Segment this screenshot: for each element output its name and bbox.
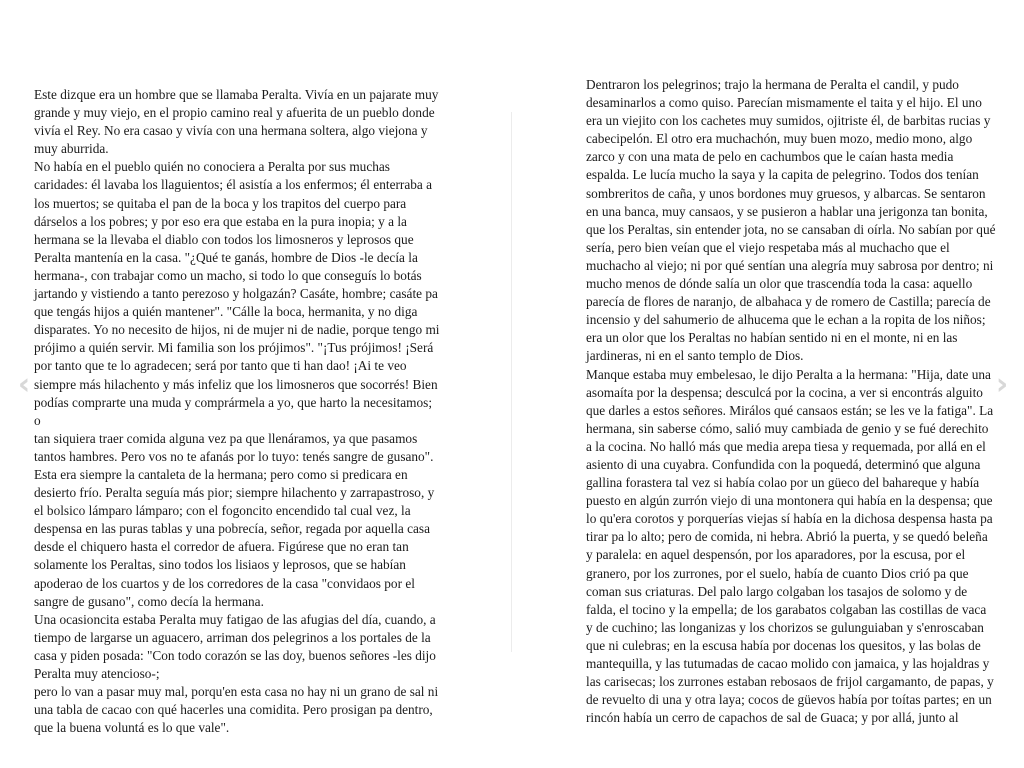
prev-page-button[interactable] [14, 368, 34, 400]
right-page-text: Dentraron los pelegrinos; trajo la hermana de Peralta el candil, y pudo desaminarlos a como quiso. Parecían mismamente el taita y el hijo. El uno era un viejito con los cachetes muy sumidos, ojitriste él, de barbitas rucias y cabecipelón. El otro era muchachón, muy buen mozo, medio mono, algo zarco y con una mata de pelo en cachumbos que le caían hasta media espalda. Le lucía mucho la saya y la capita de pelegrino. Todos dos tenían sombreritos de caña, y unos bordones muy gruesos, y albarcas. Se sentaron en una banca, muy cansaos, y se pusieron a hablar una jerigonza tan bonita, que los Peraltas, sin entender jota, no se cansaban di oírla. No sabían por qué sería, pero bien veían que el viejo respetaba más al muchacho que el muchacho al viejo; ni por qué sentían una alegría muy sabrosa por dentro; ni mucho menos de dónde salía un olor que trascendía toda la casa: aquello parecía de flores de naranjo, de albahaca y de romero de Castilla; parecía de incensio y del sahumerio de alhucema que le echan a la ropita de los niños; era un olor que los Peraltas no habían sentido ni en el monte, ni en las jardineras, ni en el santo templo de Dios. Manque estaba muy embelesao, le dijo Peralta a la hermana: "Hija, date una asomaíta por la despensa; desculcá por la cocina, a ver si encontrás alguito que darles a estos señores. Mirálos qué cansaos están; se les ve la fatiga". La hermana, sin saberse cómo, salió muy cambiada de genio y se fué derechito a la cocina. No halló más que media arepa tiesa y requemada, por allá en el asiento di una cuyabra. Confundida con la poquedá, determinó que alguna gallina forastera tal vez si había colao por un güeco del bahareque y había puesto en algún zurrón viejo di una montonera qui había en la despensa; que lo qu'era corotos y porquerías viejas sí había en la dichosa despensa hasta pa tirar pa lo alto; pero de comida, ni hebra. Abrió la puerta, y se quedó beleña y paralela: en aquel despensón, por los aparadores, por la escusa, por el granero, por los zurrones, por el suelo, había de cuanto Dios crió pa que coman sus criaturas. Del palo largo colgaban los tasajos de solomo y de falda, el tocino y la empella; de los garabatos colgaban las costillas de vaca y de cuchino; las longanizas y los chorizos se gulunguiaban y s'enroscaban que ni culebras; en la escusa había por docenas los quesitos, y las bolas de mantequilla, y las tutumadas de cacao molido con jamaica, y las hojaldras y las carisecas; los zurrones estaban rebosaos de frijol cargamanto, de papas, y de revuelto di una y otra laya; cocos de güevos había por toítas partes; en un rincón había un cerro de capachos de sal de Guaca; y por allá, junto al [586, 77, 996, 726]
right-page [512, 0, 1024, 768]
left-page-text: Este dizque era un hombre que se llamaba Peralta. Vivía en un pajarate muy grande y muy viejo, en el propio camino real y afuerita de un pueblo donde vivía el Rey. No era casao y vivía con una hermana soltera, algo viejona y muy aburrida. No había en el pueblo quién no conociera a Peralta por sus muchas caridades: él lavaba los llaguientos; él asistía a los enfermos; él enterraba a los muertos; se quitaba el pan de la boca y los trapitos del cuerpo para dárselos a los pobres; y por eso era que estaba en la pura inopia; y a la hermana se la llevaba el diablo con todos los limosneros y leprosos que Peralta mantenía en la casa. "¿Qué te ganás, hombre de Dios -le decía la hermana-, con trabajar como un macho, si todo lo que conseguís lo botás jartando y vistiendo a tanto perezoso y holgazán? Casáte, hombre; casáte pa que tengás hijos a quién mantener". "Cálle la boca, hermanita, y no diga disparates. Yo no necesito de hijos, ni de mujer ni de nadie, porque tengo mi prójimo a quién servir. Mi familia son los prójimos". "¡Tus prójimos! ¡Será por tanto que te lo agradecen; será por tanto que ti han dao! ¡Ai te veo siempre más hilachento y más infeliz que los limosneros que socorrés! Bien podías comprarte una muda y comprármela a yo, que harto la necesitamos; o tan siquiera traer comida alguna vez pa que llenáramos, ya que pasamos tantos hambres. Pero vos no te afanás por lo tuyo: tenés sangre de gusano". Esta era siempre la cantaleta de la hermana; pero como si predicara en desierto frío. Peralta seguía más pior; siempre hilachento y zarrapastroso, y el bolsico lámparo lámparo; con el fogoncito encendido tal cual vez, la despensa en las puras tablas y una pobrecía, señor, regada por aquella casa desde el chiquero hasta el corredor de afuera. Figúrese que no eran tan solamente los Peraltas, sino todos los lisiaos y leprosos, que se habían apoderao de los cuartos y de los corredores de la casa "convidaos por el sangre de gusano", como decía la hermana. Una ocasioncita estaba Peralta muy fatigao de las afugias del día, cuando, a tiempo de largarse un aguacero, arriman dos pelegrinos a los portales de la casa y piden posada: "Con todo corazón se las doy, buenos señores -les dijo Peralta muy atencioso-; pero lo van a pasar muy mal, porqu'en esta casa no hay ni un grano de sal ni una tabla de cacao con qué hacerles una comidita. Pero prosigan pa dentro, que la buena voluntá es lo que vale". [34, 87, 440, 736]
chevron-left-icon: ‹ [17, 366, 31, 402]
chevron-right-icon: › [995, 366, 1009, 402]
next-page-button[interactable] [992, 368, 1012, 400]
